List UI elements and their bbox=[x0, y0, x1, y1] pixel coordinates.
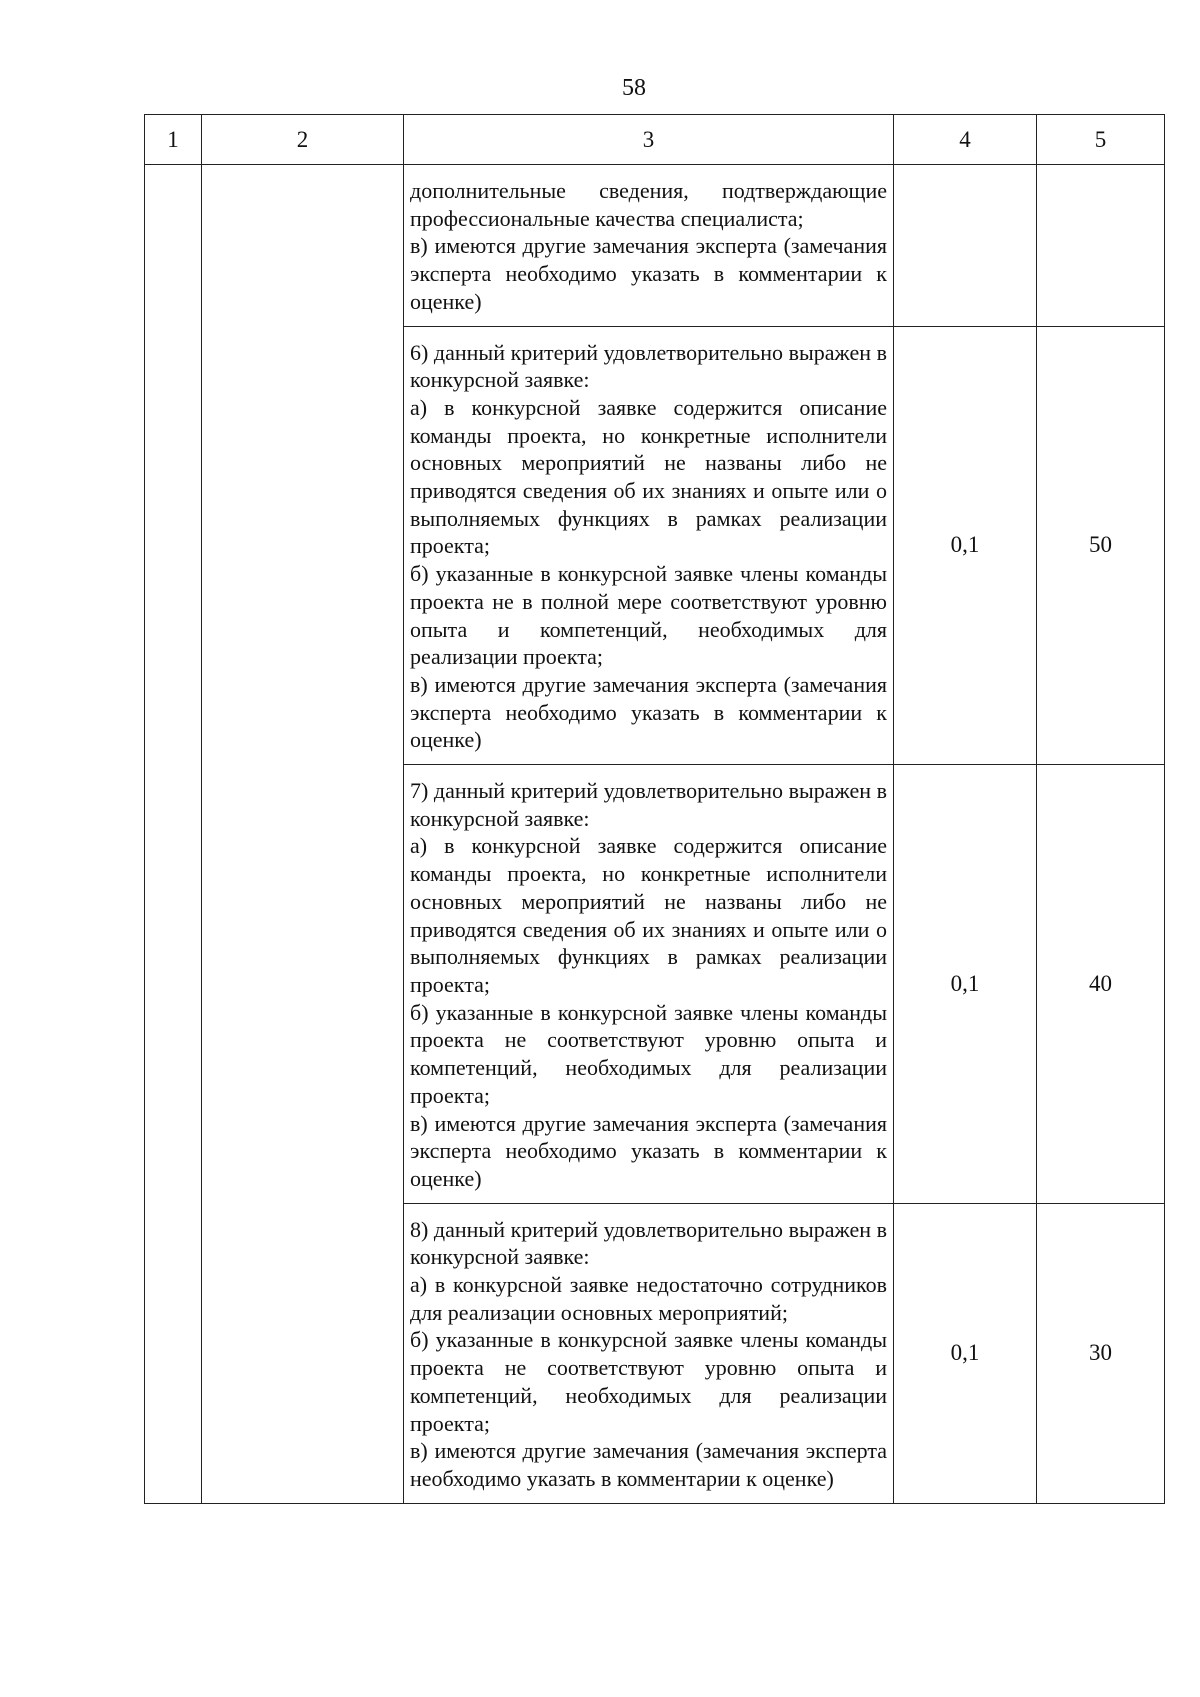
header-cell-2: 2 bbox=[202, 115, 404, 165]
score-cell: 50 bbox=[1037, 326, 1165, 765]
description-line: в) имеются другие замечания эксперта (замечания эксперта необходимо указать в комментарии к оценке) bbox=[410, 671, 887, 753]
criterion-description bbox=[404, 765, 894, 1204]
header-cell-3: 3 bbox=[404, 115, 894, 165]
criteria-table bbox=[144, 114, 1165, 1504]
score-cell bbox=[1037, 165, 1165, 327]
column-2-cell bbox=[202, 165, 404, 1504]
description-line: 6) данный критерий удовлетворительно выражен в конкурсной заявке: bbox=[410, 339, 887, 393]
criterion-description bbox=[404, 165, 894, 327]
description-line: а) в конкурсной заявке содержится описание команды проекта, но конкретные исполнители основных мероприятий не названы либо не приводятся сведения об их знаниях и опыте или о выполняемых функциях в рамках реализации проекта; bbox=[410, 394, 887, 559]
description-line: а) в конкурсной заявке недостаточно сотрудников для реализации основных мероприятий; bbox=[410, 1272, 887, 1325]
header-cell-5: 5 bbox=[1037, 115, 1165, 165]
description-line: а) в конкурсной заявке содержится описание команды проекта, но конкретные исполнители основных мероприятий не названы либо не приводятся сведения об их знаниях и опыте или о выполняемых функциях в рамках реализации проекта; bbox=[410, 833, 887, 997]
weight-cell bbox=[894, 165, 1037, 327]
column-1-cell bbox=[145, 165, 202, 1504]
criterion-description bbox=[404, 326, 894, 765]
description-line: 7) данный критерий удовлетворительно выражен в конкурсной заявке: bbox=[410, 778, 887, 831]
description-line: в) имеются другие замечания (замечания эксперта необходимо указать в комментарии к оценке) bbox=[410, 1438, 887, 1491]
description-line: б) указанные в конкурсной заявке члены команды проекта не соответствуют уровню опыта и компетенций, необходимых для реализации проекта; bbox=[410, 1327, 887, 1436]
table-row bbox=[145, 165, 1165, 327]
weight-cell: 0,1 bbox=[894, 1203, 1037, 1503]
description-line: в) имеются другие замечания эксперта (замечания эксперта необходимо указать в комментарии к оценке) bbox=[410, 1110, 887, 1191]
score-cell: 40 bbox=[1037, 765, 1165, 1204]
criterion-description bbox=[404, 1203, 894, 1503]
description-line: дополнительные сведения, подтверждающие профессиональные качества специалиста; bbox=[410, 178, 887, 231]
description-line: в) имеются другие замечания эксперта (замечания эксперта необходимо указать в комментарии к оценке) bbox=[410, 233, 887, 314]
header-cell-4: 4 bbox=[894, 115, 1037, 165]
table-header-row bbox=[145, 115, 1165, 165]
description-line: б) указанные в конкурсной заявке члены команды проекта не соответствуют уровню опыта и компетенций, необходимых для реализации проекта; bbox=[410, 999, 887, 1108]
page-number: 58 bbox=[622, 75, 646, 101]
description-line: 8) данный критерий удовлетворительно выражен в конкурсной заявке: bbox=[410, 1216, 887, 1270]
weight-cell: 0,1 bbox=[894, 765, 1037, 1204]
score-cell: 30 bbox=[1037, 1203, 1165, 1503]
header-cell-1: 1 bbox=[145, 115, 202, 165]
weight-cell: 0,1 bbox=[894, 326, 1037, 765]
description-line: б) указанные в конкурсной заявке члены команды проекта не в полной мере соответствуют уровню опыта и компетенций, необходимых для реализации проекта; bbox=[410, 561, 887, 670]
